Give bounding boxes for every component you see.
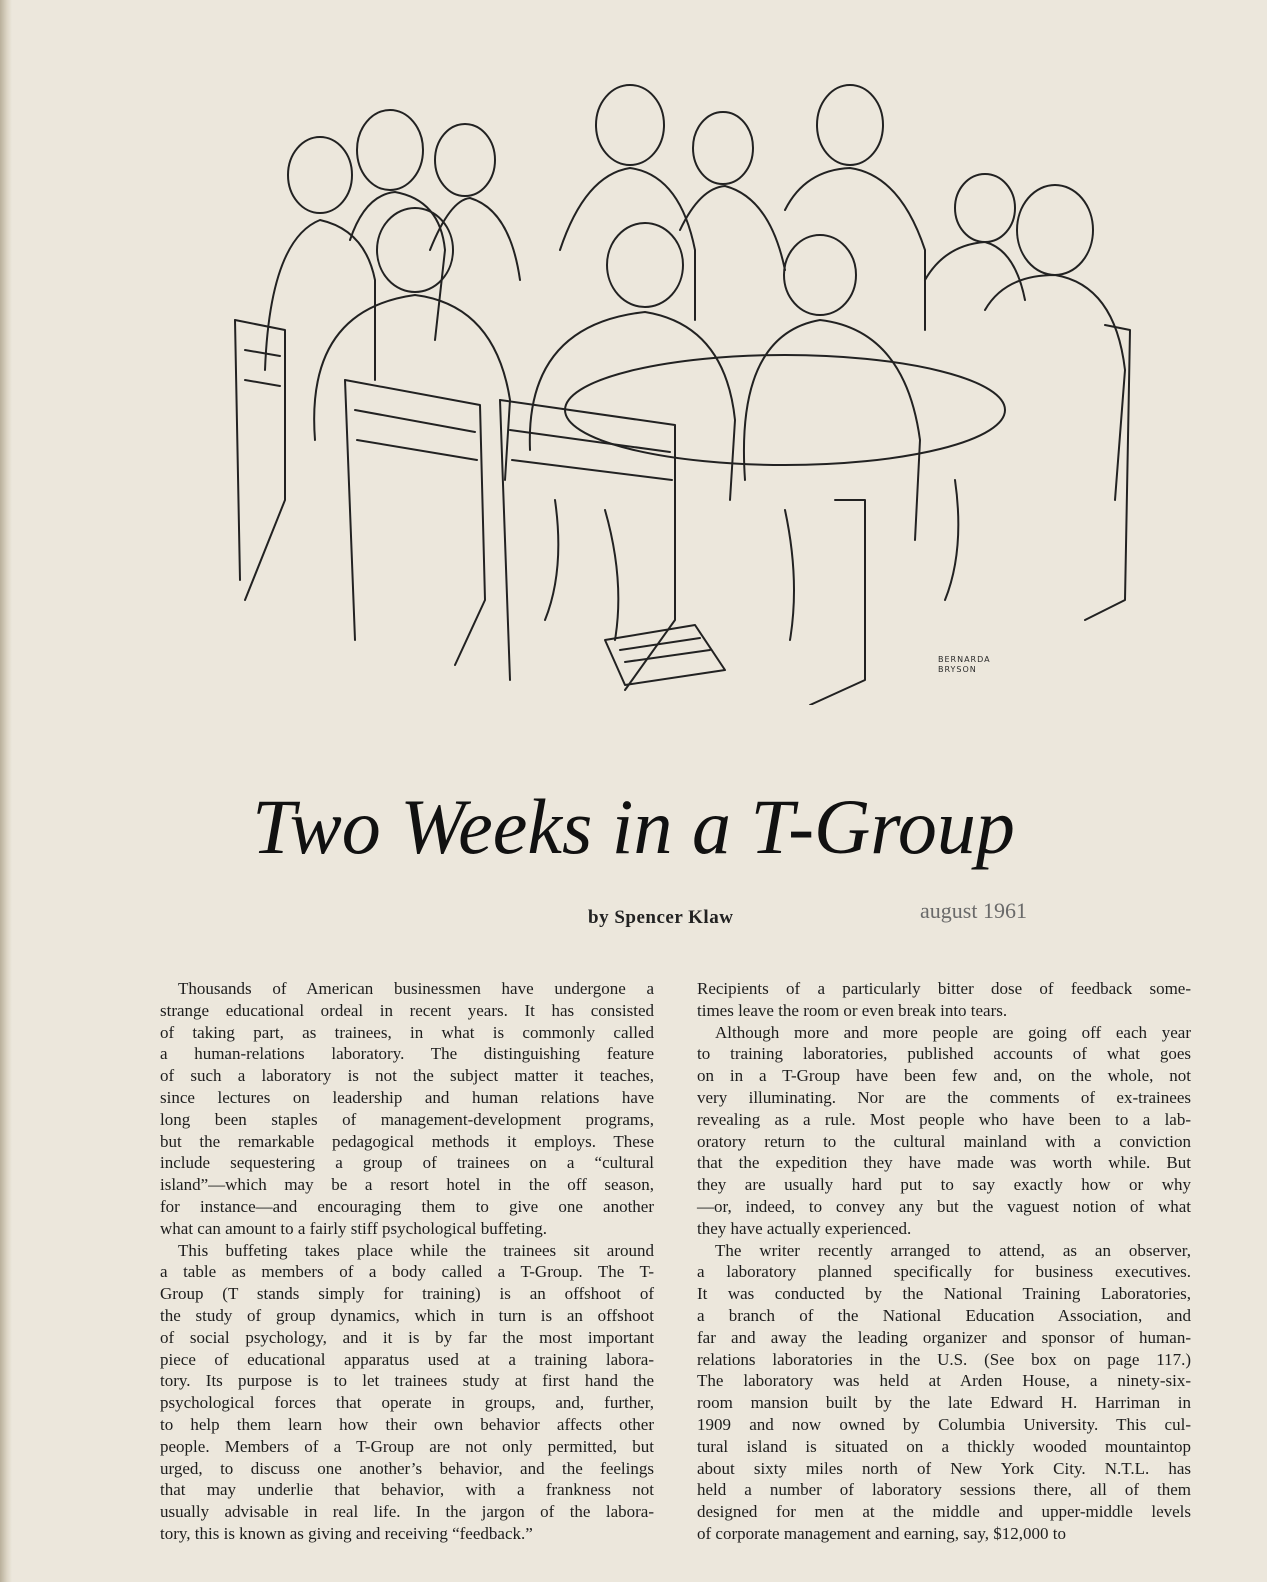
text-line: tural island is situated on a thickly wooded mountaintop bbox=[697, 1436, 1191, 1456]
text-line: urged, to discuss one another’s behavior, and the feelings bbox=[160, 1458, 654, 1478]
text-line: long been staples of management-development programs, bbox=[160, 1109, 654, 1129]
text-line: of taking part, as trainees, in what is commonly called bbox=[160, 1022, 654, 1042]
article-column-right bbox=[697, 978, 1191, 1545]
text-line: a branch of the National Education Association, and bbox=[697, 1305, 1191, 1325]
signature-line-2: BRYSON bbox=[938, 665, 977, 674]
text-line: of such a laboratory is not the subject matter it teaches, bbox=[160, 1066, 654, 1086]
text-line: held a number of laboratory sessions there, all of them bbox=[697, 1480, 1191, 1500]
text-line: that the expedition they have made was worth while. But bbox=[697, 1153, 1191, 1173]
text-line: psychological forces that operate in groups, and, further, bbox=[160, 1393, 654, 1413]
article-byline: by Spencer Klaw bbox=[588, 907, 734, 928]
text-line: on in a T-Group have been few and, on the whole, not bbox=[697, 1066, 1191, 1086]
text-line: relations laboratories in the U.S. (See box on page 117.) bbox=[697, 1349, 1191, 1369]
text-line: —or, indeed, to convey any but the vaguest notion of what bbox=[697, 1196, 1191, 1216]
text-line: The writer recently arranged to attend, as an observer, bbox=[715, 1240, 1191, 1260]
text-line: they are usually hard put to say exactly how or why bbox=[697, 1175, 1191, 1195]
text-line: what can amount to a fairly stiff psychological buffeting. bbox=[160, 1218, 547, 1238]
signature-line-1: BERNARDA bbox=[938, 655, 991, 664]
text-line: times leave the room or even break into tears. bbox=[697, 1000, 1008, 1020]
text-line: tory. Its purpose is to let trainees study at first hand the bbox=[160, 1371, 654, 1391]
text-line: about sixty miles north of New York City. N.T.L. has bbox=[697, 1458, 1191, 1478]
text-line: The laboratory was held at Arden House, a ninety-six- bbox=[697, 1371, 1191, 1391]
text-line: to help them learn how their own behavior affects other bbox=[160, 1414, 654, 1434]
illustration-t-group-meeting bbox=[225, 80, 1145, 705]
text-line: people. Members of a T-Group are not only permitted, but bbox=[160, 1436, 654, 1456]
text-line: strange educational ordeal in recent years. It has consisted bbox=[160, 1000, 654, 1020]
text-line: Thousands of American businessmen have undergone a bbox=[178, 979, 654, 998]
paragraph bbox=[697, 1240, 1191, 1545]
paragraph bbox=[697, 1022, 1191, 1240]
text-line: a table as members of a body called a T-Group. The T- bbox=[160, 1262, 654, 1282]
text-line: revealing as a rule. Most people who have been to a lab- bbox=[697, 1109, 1191, 1129]
illustrator-signature bbox=[938, 655, 998, 675]
article-column-left bbox=[160, 978, 654, 1545]
text-line: of social psychology, and it is by far the most important bbox=[160, 1327, 654, 1347]
text-line: Group (T stands simply for training) is an offshoot of bbox=[160, 1284, 654, 1304]
text-line: piece of educational apparatus used at a training labora- bbox=[160, 1349, 654, 1369]
text-line: they have actually experienced. bbox=[697, 1218, 912, 1238]
text-line: It was conducted by the National Training Laboratories, bbox=[697, 1284, 1191, 1304]
text-line: Although more and more people are going off each year bbox=[715, 1022, 1191, 1042]
text-line: 1909 and now owned by Columbia University. This cul- bbox=[697, 1414, 1191, 1434]
text-line: room mansion built by the late Edward H. Harriman in bbox=[697, 1393, 1191, 1413]
paragraph bbox=[160, 978, 654, 1240]
handwritten-date-note: august 1961 bbox=[920, 898, 1027, 923]
article-title: Two Weeks in a T-Group bbox=[252, 783, 1015, 870]
text-line: designed for men at the middle and upper-middle levels bbox=[697, 1502, 1191, 1522]
text-line: far and away the leading organizer and sponsor of human- bbox=[697, 1327, 1191, 1347]
text-line: that may underlie that behavior, with a frankness not bbox=[160, 1480, 654, 1500]
text-line: since lectures on leadership and human relations have bbox=[160, 1087, 654, 1107]
text-line: This buffeting takes place while the trainees sit around bbox=[178, 1240, 654, 1260]
illustration-drawing bbox=[225, 80, 1145, 705]
paragraph bbox=[697, 978, 1191, 1022]
text-line: oratory return to the cultural mainland with a conviction bbox=[697, 1131, 1191, 1151]
text-line: but the remarkable pedagogical methods it employs. These bbox=[160, 1131, 654, 1151]
text-line: usually advisable in real life. In the jargon of the labora- bbox=[160, 1502, 654, 1522]
text-line: the study of group dynamics, which in turn is an offshoot bbox=[160, 1305, 654, 1325]
text-line: of corporate management and earning, say, $12,000 to bbox=[697, 1523, 1066, 1543]
text-line: a human-relations laboratory. The distinguishing feature bbox=[160, 1044, 654, 1064]
text-line: a laboratory planned specifically for business executives. bbox=[697, 1262, 1191, 1282]
text-line: to training laboratories, published accounts of what goes bbox=[697, 1044, 1191, 1064]
text-line: tory, this is known as giving and receiving “feedback.” bbox=[160, 1523, 533, 1543]
paragraph bbox=[160, 1240, 654, 1545]
text-line: for instance—and encouraging them to give one another bbox=[160, 1196, 654, 1216]
text-line: very illuminating. Nor are the comments of ex-trainees bbox=[697, 1087, 1191, 1107]
text-line: island”—which may be a resort hotel in the off season, bbox=[160, 1175, 654, 1195]
text-line: include sequestering a group of trainees on a “cultural bbox=[160, 1153, 654, 1173]
text-line: Recipients of a particularly bitter dose of feedback some- bbox=[697, 979, 1191, 998]
